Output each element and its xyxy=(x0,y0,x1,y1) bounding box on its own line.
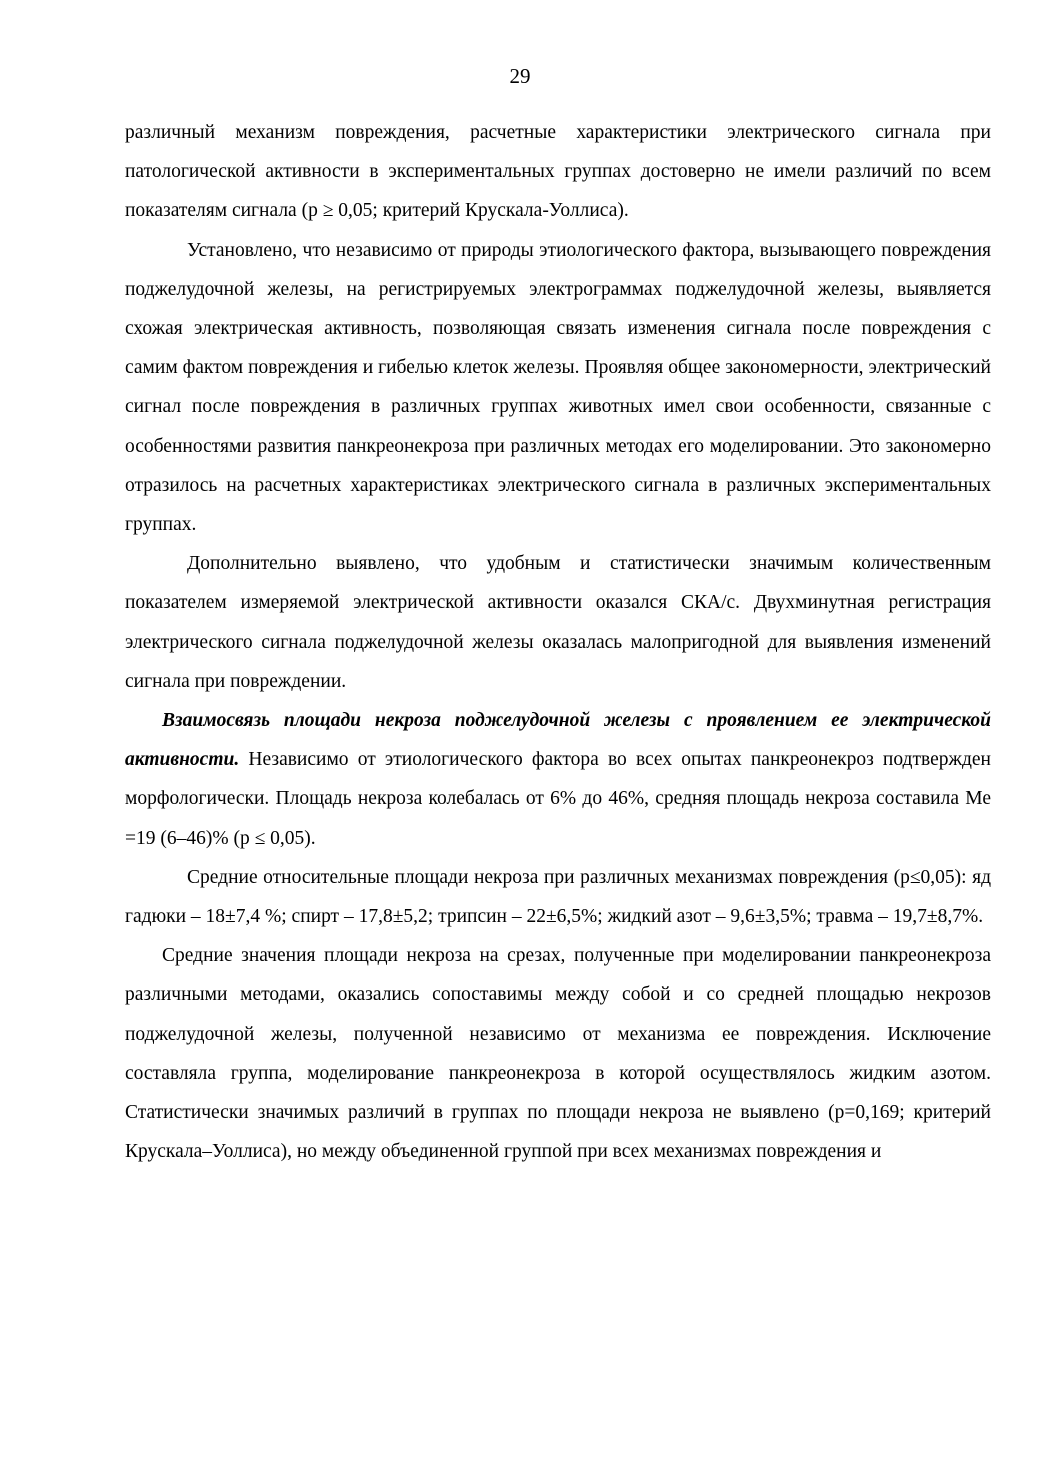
paragraph-1: различный механизм повреждения, расчетные характеристики электрического сигнала при патологической активности в экспериментальных группах достоверно не имели различий по всем показателям сигнала (р ≥ 0,05; критерий Крускала-Уоллиса). xyxy=(125,122,991,222)
document-body xyxy=(125,113,991,1171)
paragraph-4 xyxy=(125,701,991,858)
paragraph-2: Установлено, что независимо от природы этиологического фактора, вызывающего повреждения поджелудочной железы, на регистрируемых электрограммах поджелудочной железы, выявляется схожая электрическая активность, позволяющая связать изменения сигнала после повреждения с самим фактом повреждения и гибелью клеток железы. Проявляя общее закономерности, электрический сигнал после повреждения в различных группах животных имел свои особенности, связанные с особенностями развития панкреонекроза при различных методах его моделировании. Это закономерно отразилось на расчетных характеристиках электрического сигнала в различных экспериментальных группах. xyxy=(125,239,991,536)
paragraph-3: Дополнительно выявлено, что удобным и статистически значимым количественным показателем измеряемой электрической активности оказался СКА/с. Двухминутная регистрация электрического сигнала поджелудочной железы оказалась малопригодной для выявления изменений сигнала при повреждении. xyxy=(125,553,991,692)
page-number: 29 xyxy=(509,64,531,88)
paragraph-5: Средние относительные площади некроза при различных механизмах повреждения (р≤0,05): яд гадюки – 18±7,4 %; спирт – 17,8±5,2; трипсин – 22±6,5%; жидкий азот – 9,6±3,5%; травма – 19,7±8,7%. xyxy=(125,866,991,928)
paragraph-4-text: Независимо от этиологического фактора во всех опытах панкреонекроз подтвержден морфологически. Площадь некроза колебалась от 6% до 46%, средняя площадь некроза составила Ме =19 (6–46)% (р ≤ 0,05). xyxy=(125,749,991,849)
section-heading: Взаимосвязь площади некроза поджелудочной железы с проявлением ее электрической активности. xyxy=(125,710,991,771)
paragraph-6: Средние значения площади некроза на срезах, полученные при моделировании панкреонекроза различными методами, оказались сопоставимы между собой и со средней площадью некрозов поджелудочной железы, полученной независимо от механизма ее повреждения. Исключение составляла группа, моделирование панкреонекроза в которой осуществлялось жидким азотом. Статистически значимых различий в группах по площади некроза не выявлено (р=0,169; критерий Крускала–Уоллиса), но между объединенной группой при всех механизмах повреждения и xyxy=(125,945,991,1163)
